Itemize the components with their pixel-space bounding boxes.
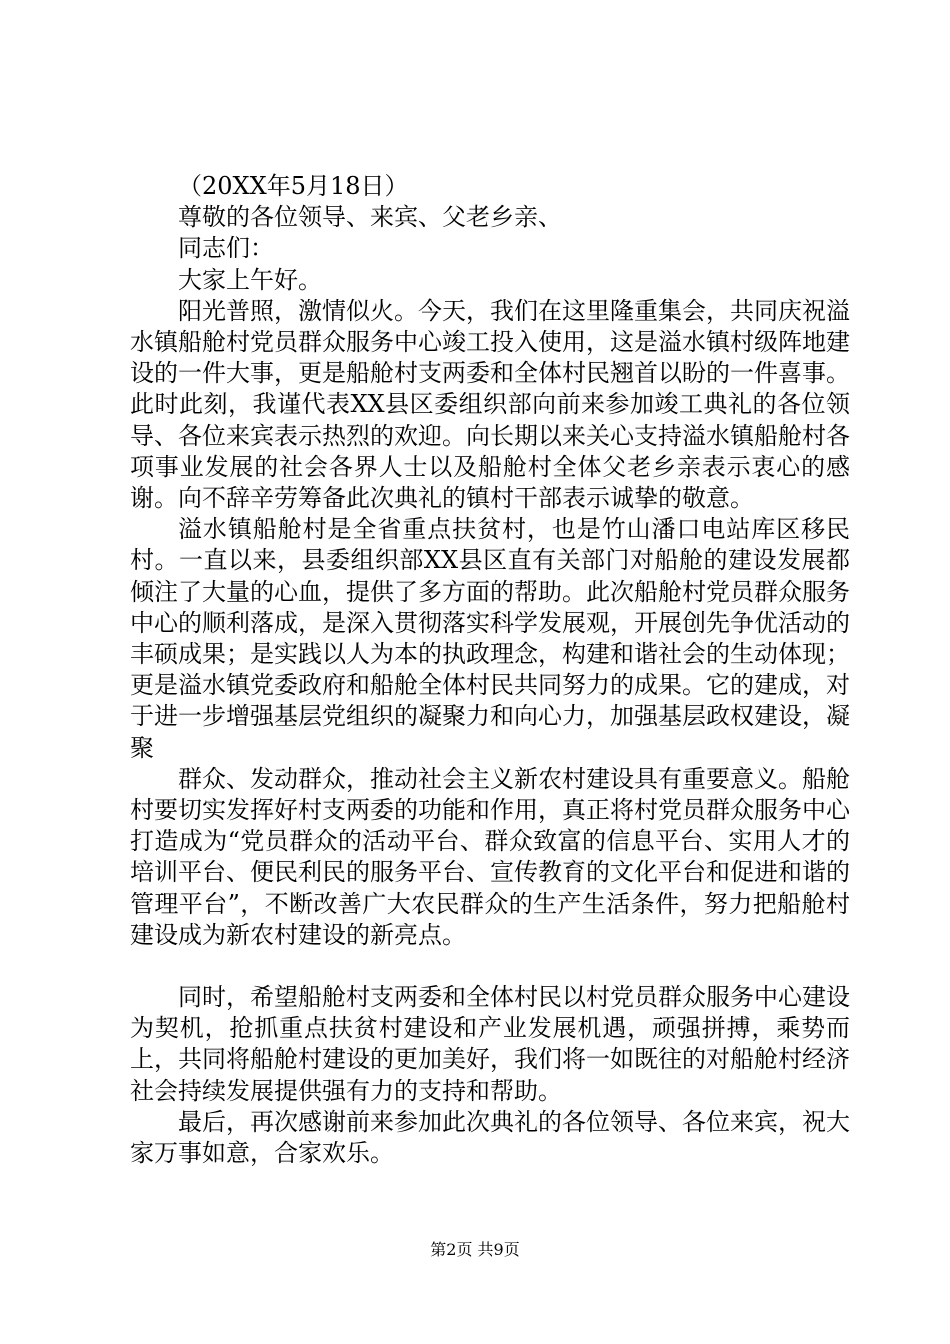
document-body <box>130 171 850 1169</box>
body-paragraph-closing: 最后，再次感谢前来参加此次典礼的各位领导、各位来宾，祝大家万事如意，合家欢乐。 <box>130 1107 850 1168</box>
body-paragraph-significance: 群众、发动群众，推动社会主义新农村建设具有重要意义。船舱村要切实发挥好村支两委的功能和作用，真正将村党员群众服务中心打造成为“党员群众的活动平台、群众致富的信息平台、实用人才的培训平台、便民利民的服务平台、宣传教育的文化平台和促进和谐的管理平台”，不断改善广大农民群众的生产生活条件，努力把船舱村建设成为新农村建设的新亮点。 <box>130 764 850 949</box>
salutation-line: 尊敬的各位领导、来宾、父老乡亲、 <box>178 203 562 232</box>
date-line: （20XX年5月18日） <box>178 172 409 200</box>
body-paragraph-welcome: 阳光普照，激情似火。今天，我们在这里隆重集会，共同庆祝溢水镇船舱村党员群众服务中心竣工投入使用，这是溢水镇村级阵地建设的一件大事，更是船舱村支两委和全体村民翘首以盼的一件喜事。此时此刻，我谨代表XX县区委组织部向前来参加竣工典礼的各位领导、各位来宾表示热烈的欢迎。向长期以来关心支持溢水镇船舱村各项事业发展的社会各界人士以及船舱村全体父老乡亲表示衷心的感谢。向不辞辛劳筹备此次典礼的镇村干部表示诚挚的敬意。 <box>130 296 850 513</box>
page-indicator: 第2页 共9页 <box>430 1240 520 1259</box>
greeting: 大家上午好。 <box>178 265 322 294</box>
salutation-comrades: 同志们： <box>178 234 274 263</box>
page-footer <box>0 1240 950 1260</box>
body-paragraph-background: 溢水镇船舱村是全省重点扶贫村，也是竹山潘口电站库区移民村。一直以来，县委组织部XX县区直有关部门对船舱的建设发展都倾注了大量的心血，提供了多方面的帮助。此次船舱村党员群众服务中心的顺利落成，是深入贯彻落实科学发展观，开展创先争优活动的丰硕成果；是实践以人为本的执政理念，构建和谐社会的生动体现；更是溢水镇党委政府和船舱全体村民共同努力的成果。它的建成，对于进一步增强基层党组织的凝聚力和向心力，加强基层政权建设，凝聚 <box>130 515 850 762</box>
body-paragraph-hope: 同时，希望船舱村支两委和全体村民以村党员群众服务中心建设为契机，抢抓重点扶贫村建设和产业发展机遇，顽强拼搏，乘势而上，共同将船舱村建设的更加美好，我们将一如既往的对船舱村经济社会持续发展提供强有力的支持和帮助。 <box>130 983 850 1105</box>
